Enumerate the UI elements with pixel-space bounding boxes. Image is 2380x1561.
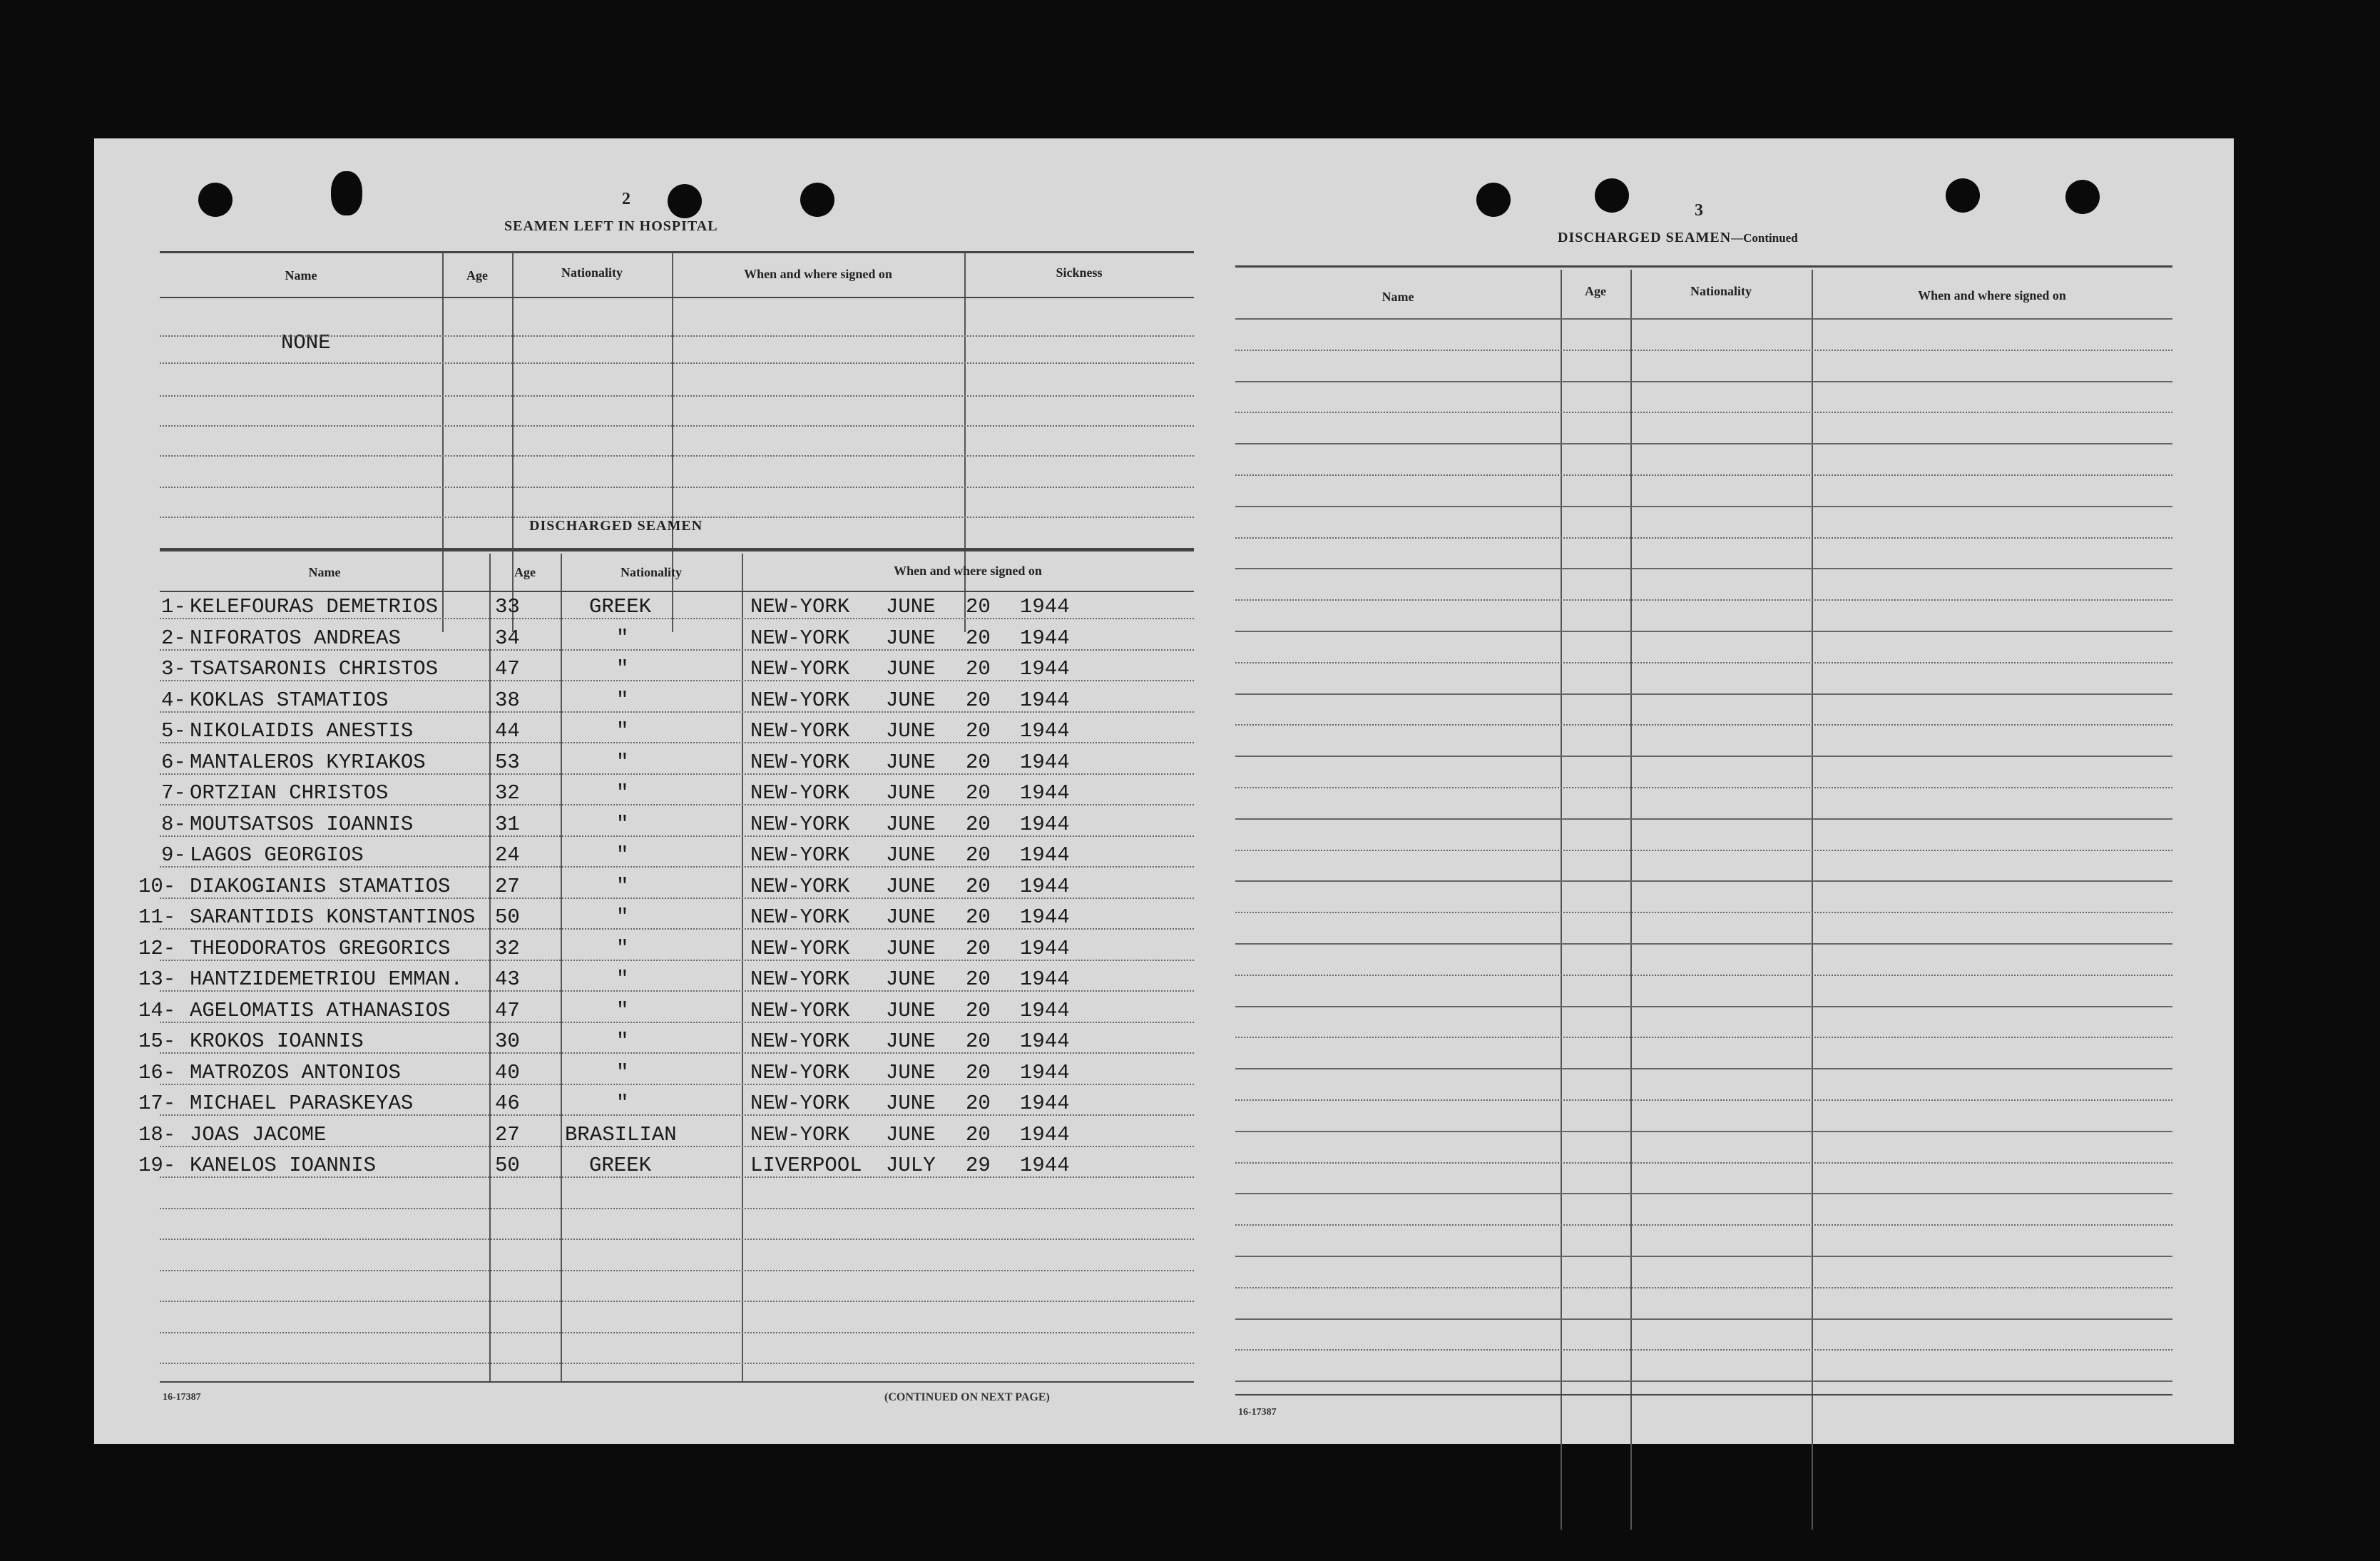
signed-on-place: LIVERPOOL bbox=[750, 1154, 862, 1177]
signed-on-place: NEW-YORK bbox=[750, 843, 850, 867]
seaman-age: 32 bbox=[495, 937, 520, 960]
row-rule bbox=[1235, 1193, 2172, 1194]
signed-on-day: 20 bbox=[966, 1092, 991, 1115]
seaman-age: 44 bbox=[495, 719, 520, 743]
signed-on-place: NEW-YORK bbox=[750, 657, 850, 681]
seaman-nationality: " bbox=[616, 719, 629, 743]
row-rule bbox=[1235, 568, 2172, 569]
seaman-nationality: BRASILIAN bbox=[565, 1123, 677, 1146]
signed-on-place: NEW-YORK bbox=[750, 1061, 850, 1084]
signed-on-day: 20 bbox=[966, 1061, 991, 1084]
signed-on-day: 20 bbox=[966, 1123, 991, 1146]
seaman-nationality: " bbox=[616, 967, 629, 991]
row-rule bbox=[160, 1270, 1194, 1271]
seaman-age: 24 bbox=[495, 843, 520, 867]
seaman-name: KOKLAS STAMATIOS bbox=[190, 688, 389, 712]
row-rule bbox=[1235, 318, 2172, 320]
signed-on-month: JUNE bbox=[886, 595, 936, 619]
signed-on-year: 1944 bbox=[1020, 813, 1070, 836]
row-rule bbox=[160, 1363, 1194, 1364]
seaman-nationality: " bbox=[616, 781, 629, 805]
signed-on-place: NEW-YORK bbox=[750, 688, 850, 712]
row-rule bbox=[160, 866, 1194, 868]
seaman-name: KANELOS IOANNIS bbox=[190, 1154, 377, 1177]
seaman-number: 3- bbox=[161, 657, 186, 681]
seaman-age: 53 bbox=[495, 751, 520, 774]
signed-on-month: JUNE bbox=[886, 813, 936, 836]
signed-on-day: 20 bbox=[966, 875, 991, 898]
seaman-name: KROKOS IOANNIS bbox=[190, 1029, 364, 1053]
signed-on-month: JUNE bbox=[886, 781, 936, 805]
seaman-age: 38 bbox=[495, 688, 520, 712]
row-rule bbox=[1235, 975, 2172, 976]
signed-on-year: 1944 bbox=[1020, 595, 1070, 619]
hospital-section-title: SEAMEN LEFT IN HOSPITAL bbox=[504, 218, 718, 234]
page-number: 3 bbox=[1695, 201, 1703, 220]
right-page bbox=[1164, 138, 2234, 1444]
signed-on-year: 1944 bbox=[1020, 1154, 1070, 1177]
signed-on-place: NEW-YORK bbox=[750, 875, 850, 898]
row-rule bbox=[160, 898, 1194, 899]
row-rule bbox=[1235, 1068, 2172, 1069]
signed-on-year: 1944 bbox=[1020, 751, 1070, 774]
seaman-name: MANTALEROS KYRIAKOS bbox=[190, 751, 426, 774]
signed-on-month: JULY bbox=[886, 1154, 936, 1177]
row-rule bbox=[160, 1022, 1194, 1023]
signed-on-place: NEW-YORK bbox=[750, 781, 850, 805]
col-header-name: Name bbox=[1381, 290, 1414, 304]
col-header-age: Age bbox=[466, 268, 488, 283]
seaman-age: 50 bbox=[495, 1154, 520, 1177]
signed-on-day: 20 bbox=[966, 595, 991, 619]
signed-on-place: NEW-YORK bbox=[750, 813, 850, 836]
row-rule bbox=[160, 1052, 1194, 1054]
seaman-age: 43 bbox=[495, 967, 520, 991]
seaman-name: MOUTSATSOS IOANNIS bbox=[190, 813, 414, 836]
row-rule bbox=[160, 835, 1194, 837]
seaman-number: 19- bbox=[138, 1154, 176, 1177]
signed-on-year: 1944 bbox=[1020, 1092, 1070, 1115]
row-rule bbox=[160, 1114, 1194, 1116]
seaman-nationality: " bbox=[616, 688, 629, 712]
seaman-name: LAGOS GEORGIOS bbox=[190, 843, 364, 867]
signed-on-day: 29 bbox=[966, 1154, 991, 1177]
signed-on-day: 20 bbox=[966, 905, 991, 929]
punch-hole bbox=[1946, 178, 1980, 213]
signed-on-day: 20 bbox=[966, 751, 991, 774]
signed-on-day: 20 bbox=[966, 781, 991, 805]
signed-on-month: JUNE bbox=[886, 626, 936, 650]
title-main: DISCHARGED SEAMEN bbox=[1558, 230, 1732, 245]
seaman-name: THEODORATOS GREGORICS bbox=[190, 937, 451, 960]
punch-hole bbox=[331, 171, 362, 215]
seaman-name: TSATSARONIS CHRISTOS bbox=[190, 657, 439, 681]
seaman-number: 12- bbox=[138, 937, 176, 960]
seaman-name: KELEFOURAS DEMETRIOS bbox=[190, 595, 439, 619]
hospital-entry: NONE bbox=[281, 331, 331, 355]
table-bottom-rule bbox=[1235, 1394, 2172, 1395]
signed-on-month: JUNE bbox=[886, 1123, 936, 1146]
signed-on-place: NEW-YORK bbox=[750, 1123, 850, 1146]
page-number: 2 bbox=[622, 190, 630, 208]
discharged-continued-title bbox=[1558, 230, 1798, 246]
row-rule bbox=[1235, 1318, 2172, 1320]
seaman-name: SARANTIDIS KONSTANTINOS bbox=[190, 905, 476, 929]
seaman-number: 9- bbox=[161, 843, 186, 867]
signed-on-day: 20 bbox=[966, 1029, 991, 1053]
title-suffix: —Continued bbox=[1731, 231, 1798, 245]
seaman-age: 47 bbox=[495, 657, 520, 681]
row-rule bbox=[160, 1146, 1194, 1147]
row-rule bbox=[160, 928, 1194, 930]
seaman-number: 5- bbox=[161, 719, 186, 743]
seaman-number: 8- bbox=[161, 813, 186, 836]
seaman-number: 15- bbox=[138, 1029, 176, 1053]
signed-on-day: 20 bbox=[966, 967, 991, 991]
row-rule bbox=[1235, 474, 2172, 476]
punch-hole bbox=[1595, 178, 1629, 213]
signed-on-month: JUNE bbox=[886, 905, 936, 929]
signed-on-month: JUNE bbox=[886, 719, 936, 743]
row-rule bbox=[1235, 381, 2172, 382]
signed-on-day: 20 bbox=[966, 813, 991, 836]
seaman-nationality: " bbox=[616, 999, 629, 1022]
signed-on-day: 20 bbox=[966, 719, 991, 743]
seaman-number: 13- bbox=[138, 967, 176, 991]
seaman-age: 46 bbox=[495, 1092, 520, 1115]
seaman-age: 47 bbox=[495, 999, 520, 1022]
seaman-nationality: " bbox=[616, 626, 629, 650]
signed-on-year: 1944 bbox=[1020, 967, 1070, 991]
row-rule bbox=[1235, 1287, 2172, 1288]
seaman-name: DIAKOGIANIS STAMATIOS bbox=[190, 875, 451, 898]
signed-on-month: JUNE bbox=[886, 875, 936, 898]
seaman-nationality: GREEK bbox=[589, 595, 652, 619]
signed-on-year: 1944 bbox=[1020, 843, 1070, 867]
signed-on-day: 20 bbox=[966, 688, 991, 712]
col-header-nationality: Nationality bbox=[620, 565, 682, 579]
row-rule bbox=[1235, 693, 2172, 695]
seaman-nationality: " bbox=[616, 1092, 629, 1115]
signed-on-year: 1944 bbox=[1020, 657, 1070, 681]
punch-hole bbox=[1476, 183, 1511, 217]
signed-on-month: JUNE bbox=[886, 657, 936, 681]
punch-hole bbox=[198, 183, 233, 217]
row-rule bbox=[1235, 443, 2172, 444]
seaman-age: 32 bbox=[495, 781, 520, 805]
row-rule bbox=[160, 1208, 1194, 1209]
col-header-sickness: Sickness bbox=[1056, 265, 1103, 280]
row-rule bbox=[160, 1084, 1194, 1085]
signed-on-day: 20 bbox=[966, 843, 991, 867]
seaman-age: 34 bbox=[495, 626, 520, 650]
row-rule bbox=[160, 742, 1194, 743]
signed-on-place: NEW-YORK bbox=[750, 905, 850, 929]
signed-on-year: 1944 bbox=[1020, 781, 1070, 805]
signed-on-day: 20 bbox=[966, 937, 991, 960]
seaman-number: 1- bbox=[161, 595, 186, 619]
seaman-name: HANTZIDEMETRIOU EMMAN. bbox=[190, 967, 463, 991]
signed-on-year: 1944 bbox=[1020, 999, 1070, 1022]
seaman-nationality: " bbox=[616, 843, 629, 867]
signed-on-year: 1944 bbox=[1020, 688, 1070, 712]
seaman-age: 50 bbox=[495, 905, 520, 929]
col-header-nationality: Nationality bbox=[1690, 284, 1752, 298]
col-header-signed-on: When and where signed on bbox=[1918, 288, 2066, 302]
col-header-name: Name bbox=[308, 565, 341, 579]
signed-on-place: NEW-YORK bbox=[750, 1029, 850, 1053]
row-rule bbox=[160, 649, 1194, 651]
signed-on-year: 1944 bbox=[1020, 905, 1070, 929]
col-header-age: Age bbox=[514, 565, 536, 579]
form-number: 16-17387 bbox=[163, 1392, 201, 1403]
seaman-name: NIFORATOS ANDREAS bbox=[190, 626, 401, 650]
seaman-nationality: " bbox=[616, 1061, 629, 1084]
form-number: 16-17387 bbox=[1238, 1407, 1277, 1418]
seaman-name: AGELOMATIS ATHANASIOS bbox=[190, 999, 451, 1022]
row-rule bbox=[160, 960, 1194, 961]
row-rule bbox=[1235, 1131, 2172, 1132]
row-rule bbox=[1235, 506, 2172, 507]
signed-on-year: 1944 bbox=[1020, 875, 1070, 898]
row-rule bbox=[1235, 1256, 2172, 1257]
col-header-signed-on: When and where signed on bbox=[894, 564, 1042, 578]
seaman-number: 6- bbox=[161, 751, 186, 774]
row-rule bbox=[1235, 1349, 2172, 1351]
seaman-number: 18- bbox=[138, 1123, 176, 1146]
row-rule bbox=[160, 711, 1194, 713]
signed-on-place: NEW-YORK bbox=[750, 719, 850, 743]
seaman-nationality: " bbox=[616, 905, 629, 929]
col-header-signed-on: When and where signed on bbox=[744, 267, 892, 281]
seaman-number: 10- bbox=[138, 875, 176, 898]
seaman-number: 2- bbox=[161, 626, 186, 650]
row-rule bbox=[160, 1332, 1194, 1333]
seaman-age: 31 bbox=[495, 813, 520, 836]
seaman-nationality: " bbox=[616, 937, 629, 960]
punch-hole bbox=[2065, 180, 2100, 214]
left-page bbox=[94, 138, 1164, 1444]
signed-on-year: 1944 bbox=[1020, 626, 1070, 650]
seaman-nationality: " bbox=[616, 751, 629, 774]
signed-on-month: JUNE bbox=[886, 967, 936, 991]
signed-on-day: 20 bbox=[966, 626, 991, 650]
row-rule bbox=[1235, 1224, 2172, 1226]
seaman-age: 40 bbox=[495, 1061, 520, 1084]
signed-on-month: JUNE bbox=[886, 843, 936, 867]
row-rule bbox=[1235, 724, 2172, 726]
row-rule bbox=[1235, 350, 2172, 351]
signed-on-year: 1944 bbox=[1020, 937, 1070, 960]
seaman-age: 27 bbox=[495, 1123, 520, 1146]
row-rule bbox=[160, 1176, 1194, 1178]
row-rule bbox=[1235, 787, 2172, 788]
signed-on-month: JUNE bbox=[886, 1029, 936, 1053]
row-rule bbox=[160, 680, 1194, 681]
row-rule bbox=[1235, 599, 2172, 601]
seaman-nationality: " bbox=[616, 1029, 629, 1053]
seaman-nationality: " bbox=[616, 657, 629, 681]
row-rule bbox=[1235, 412, 2172, 413]
signed-on-month: JUNE bbox=[886, 999, 936, 1022]
signed-on-month: JUNE bbox=[886, 1061, 936, 1084]
seaman-name: MICHAEL PARASKEYAS bbox=[190, 1092, 414, 1115]
row-rule bbox=[1235, 662, 2172, 663]
signed-on-month: JUNE bbox=[886, 751, 936, 774]
seaman-nationality: " bbox=[616, 813, 629, 836]
document-sheet bbox=[94, 138, 2234, 1444]
row-rule bbox=[1235, 1037, 2172, 1038]
seaman-age: 27 bbox=[495, 875, 520, 898]
signed-on-place: NEW-YORK bbox=[750, 967, 850, 991]
signed-on-year: 1944 bbox=[1020, 1061, 1070, 1084]
seaman-number: 16- bbox=[138, 1061, 176, 1084]
seaman-name: ORTZIAN CHRISTOS bbox=[190, 781, 389, 805]
seaman-number: 17- bbox=[138, 1092, 176, 1115]
row-rule bbox=[1235, 1162, 2172, 1164]
signed-on-place: NEW-YORK bbox=[750, 999, 850, 1022]
row-rule bbox=[1235, 756, 2172, 757]
signed-on-day: 20 bbox=[966, 657, 991, 681]
signed-on-year: 1944 bbox=[1020, 719, 1070, 743]
row-rule bbox=[1235, 1381, 2172, 1382]
seaman-name: MATROZOS ANTONIOS bbox=[190, 1061, 401, 1084]
row-rule bbox=[1235, 1099, 2172, 1101]
col-header-name: Name bbox=[285, 268, 317, 283]
seaman-name: NIKOLAIDIS ANESTIS bbox=[190, 719, 414, 743]
punch-hole bbox=[668, 184, 702, 218]
col-header-age: Age bbox=[1585, 284, 1606, 298]
signed-on-place: NEW-YORK bbox=[750, 595, 850, 619]
row-rule bbox=[160, 1301, 1194, 1302]
row-rule bbox=[160, 990, 1194, 992]
signed-on-month: JUNE bbox=[886, 1092, 936, 1115]
col-header-nationality: Nationality bbox=[561, 265, 623, 280]
signed-on-place: NEW-YORK bbox=[750, 937, 850, 960]
signed-on-year: 1944 bbox=[1020, 1029, 1070, 1053]
row-rule bbox=[160, 773, 1194, 775]
row-rule bbox=[1235, 818, 2172, 820]
row-rule bbox=[1235, 912, 2172, 913]
seaman-age: 33 bbox=[495, 595, 520, 619]
row-rule bbox=[1235, 850, 2172, 851]
signed-on-month: JUNE bbox=[886, 688, 936, 712]
row-rule bbox=[1235, 1006, 2172, 1007]
seaman-age: 30 bbox=[495, 1029, 520, 1053]
row-rule bbox=[160, 804, 1194, 805]
continued-note: (CONTINUED ON NEXT PAGE) bbox=[884, 1391, 1050, 1403]
signed-on-year: 1944 bbox=[1020, 1123, 1070, 1146]
seaman-number: 14- bbox=[138, 999, 176, 1022]
row-rule bbox=[1235, 631, 2172, 632]
seaman-nationality: GREEK bbox=[589, 1154, 652, 1177]
signed-on-day: 20 bbox=[966, 999, 991, 1022]
seaman-number: 7- bbox=[161, 781, 186, 805]
seaman-number: 11- bbox=[138, 905, 176, 929]
seaman-nationality: " bbox=[616, 875, 629, 898]
row-rule bbox=[160, 618, 1194, 619]
signed-on-place: NEW-YORK bbox=[750, 1092, 850, 1115]
row-rule bbox=[1235, 537, 2172, 539]
row-rule bbox=[160, 1239, 1194, 1240]
punch-hole bbox=[800, 183, 834, 217]
seaman-number: 4- bbox=[161, 688, 186, 712]
discharged-section-title: DISCHARGED SEAMEN bbox=[529, 518, 703, 534]
row-rule bbox=[1235, 943, 2172, 945]
row-rule bbox=[1235, 880, 2172, 882]
seaman-name: JOAS JACOME bbox=[190, 1123, 327, 1146]
signed-on-month: JUNE bbox=[886, 937, 936, 960]
signed-on-place: NEW-YORK bbox=[750, 626, 850, 650]
signed-on-place: NEW-YORK bbox=[750, 751, 850, 774]
